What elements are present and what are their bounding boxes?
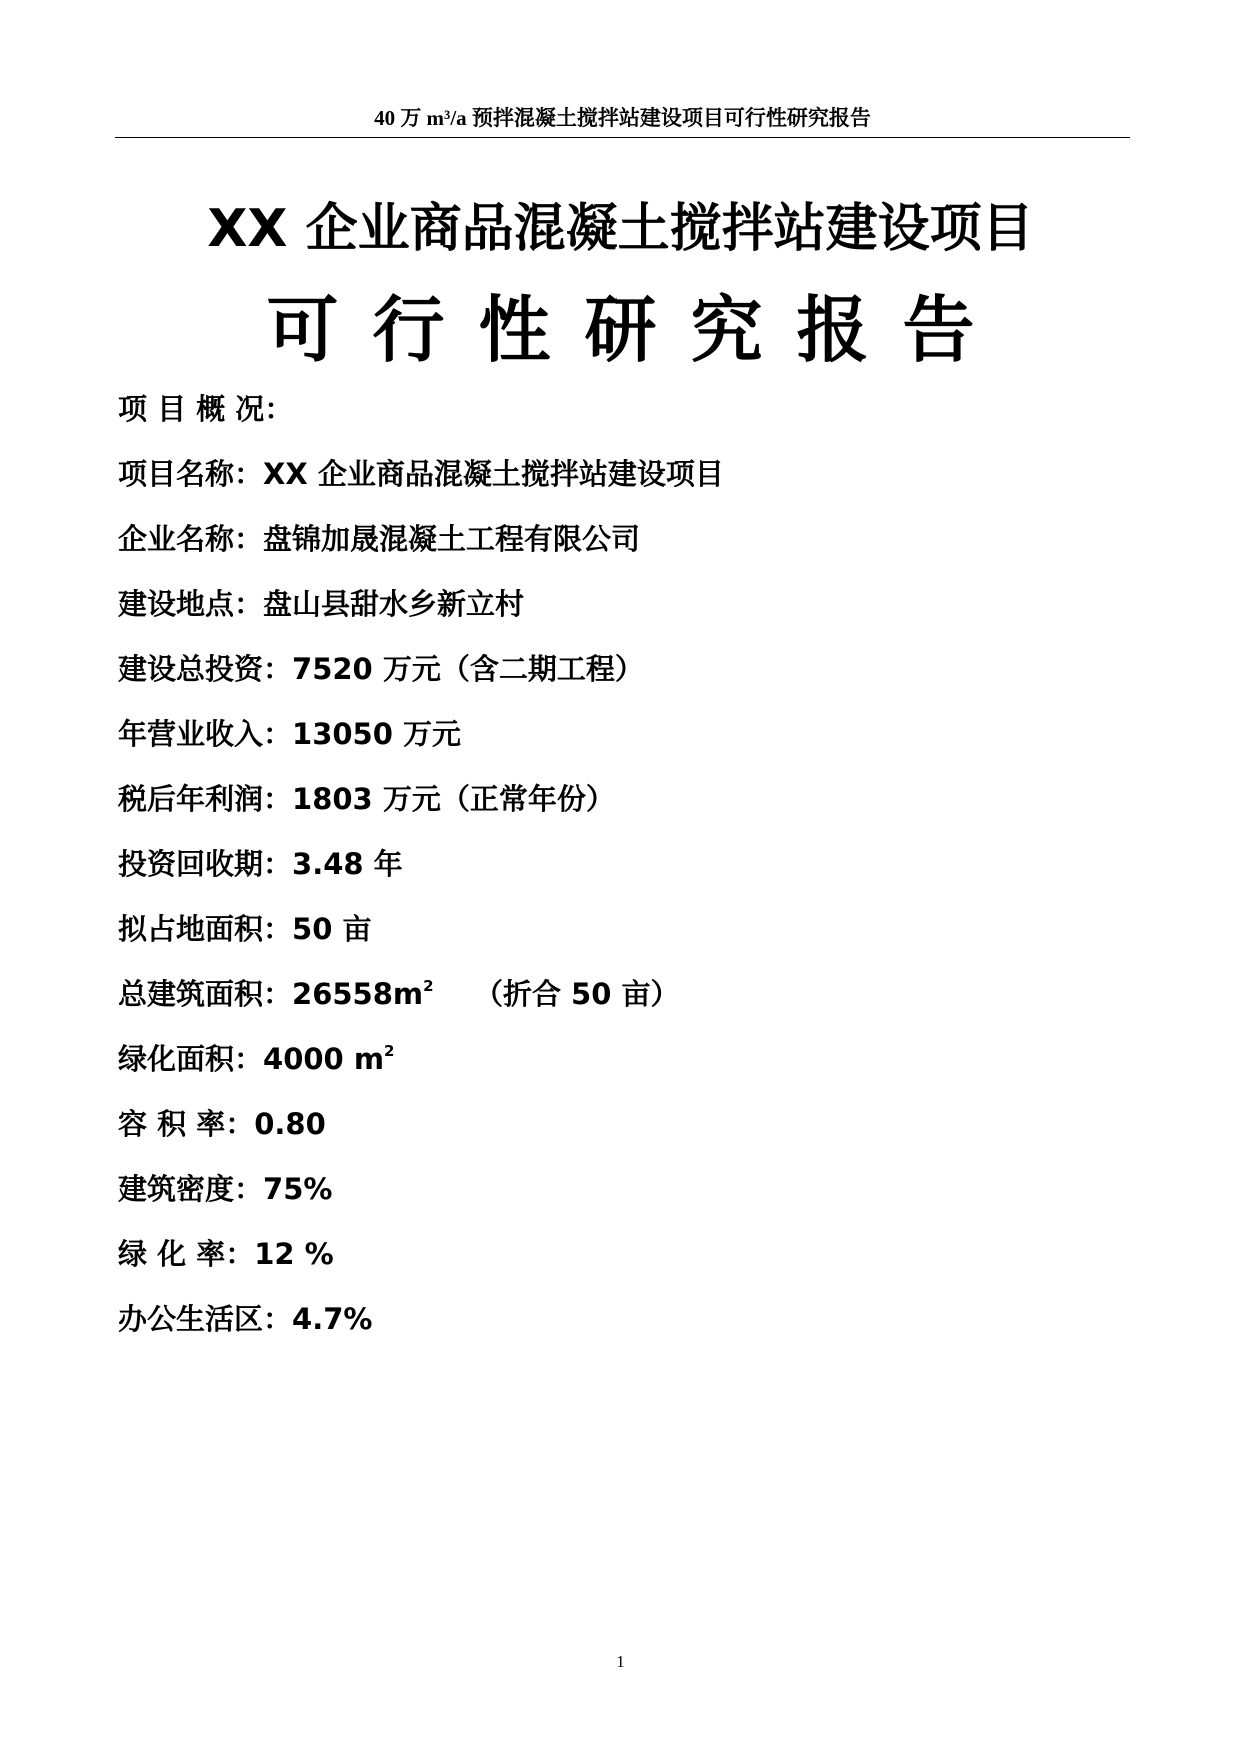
- item-label: 绿 化 率：: [118, 1237, 255, 1271]
- overview-item-green-area: [118, 1039, 724, 1104]
- item-value: 4000 m: [263, 1042, 385, 1076]
- overview-item-floor-area: [118, 974, 724, 1039]
- document-subtitle: 可行性研究报告: [266, 288, 1009, 372]
- overview-item-project-name: [118, 454, 724, 519]
- item-label: 办公生活区：: [118, 1302, 293, 1336]
- overview-item-building-density: [118, 1169, 724, 1234]
- item-value: 26558m: [292, 977, 424, 1011]
- document-title: XX 企业商品混凝土搅拌站建设项目: [207, 199, 1034, 259]
- overview-item-green-rate: [118, 1234, 724, 1299]
- header-divider: [115, 137, 1130, 138]
- overview-item-plot-ratio: [118, 1104, 724, 1169]
- overview-heading: 项 目 概 况：: [118, 392, 294, 426]
- item-label: 容 积 率：: [118, 1107, 255, 1141]
- item-label: 年营业收入：: [118, 717, 293, 751]
- project-overview-list: [118, 454, 724, 1364]
- overview-item-payback-period: [118, 844, 724, 909]
- item-value: 0.80: [254, 1107, 326, 1141]
- overview-item-total-investment: [118, 649, 724, 714]
- overview-item-land-area: [118, 909, 724, 974]
- overview-item-after-tax-profit: [118, 779, 724, 844]
- item-value: 1803 万元（正常年份）: [292, 782, 615, 816]
- item-value: 75%: [263, 1172, 333, 1206]
- item-label: 建设总投资：: [118, 652, 293, 686]
- item-value: 12 %: [254, 1237, 334, 1271]
- item-value: XX 企业商品混凝土搅拌站建设项目: [263, 457, 724, 491]
- overview-item-office-area: [118, 1299, 724, 1364]
- item-label: 绿化面积：: [118, 1042, 264, 1076]
- page-number: 1: [616, 1652, 625, 1671]
- item-value: 3.48 年: [292, 847, 403, 881]
- item-value: 4.7%: [292, 1302, 373, 1336]
- overview-item-annual-revenue: [118, 714, 724, 779]
- item-value: 盘锦加晟混凝土工程有限公司: [263, 522, 641, 556]
- item-label: 拟占地面积：: [118, 912, 293, 946]
- item-label: 建设地点：: [118, 587, 264, 621]
- item-label: 总建筑面积：: [118, 977, 293, 1011]
- item-value: 13050 万元: [292, 717, 462, 751]
- item-value: 50 亩: [292, 912, 372, 946]
- item-label: 建筑密度：: [118, 1172, 264, 1206]
- superscript-two: 2: [423, 977, 434, 995]
- superscript-two: 2: [384, 1042, 395, 1060]
- running-header: 40 万 m³/a 预拌混凝土搅拌站建设项目可行性研究报告: [374, 106, 871, 130]
- item-label: 税后年利润：: [118, 782, 293, 816]
- item-value: 盘山县甜水乡新立村: [263, 587, 525, 621]
- item-label: 企业名称：: [118, 522, 264, 556]
- item-value-note: （折合 50 亩）: [433, 977, 680, 1011]
- overview-item-company-name: [118, 519, 724, 584]
- item-label: 投资回收期：: [118, 847, 293, 881]
- item-label: 项目名称：: [118, 457, 264, 491]
- overview-item-location: [118, 584, 724, 649]
- item-value: 7520 万元（含二期工程）: [292, 652, 644, 686]
